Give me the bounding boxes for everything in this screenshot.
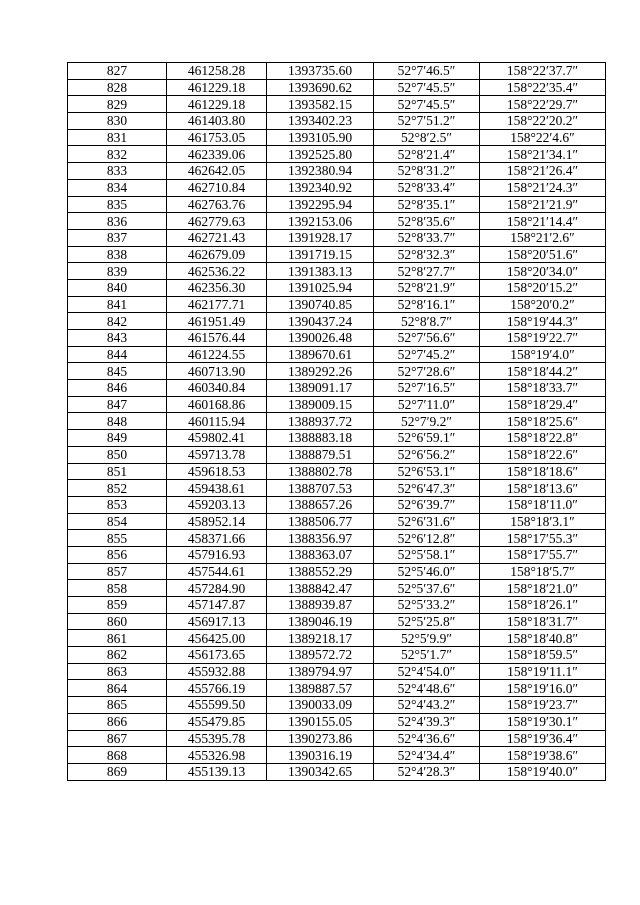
- point-number-cell: 835: [68, 196, 167, 213]
- table-row: [68, 597, 606, 614]
- table-row: [68, 229, 606, 246]
- table-row: [68, 496, 606, 513]
- table-row: [68, 763, 606, 780]
- x-coordinate-cell: 462536.22: [167, 263, 267, 280]
- longitude-cell: 158°18′3.1″: [480, 513, 606, 530]
- longitude-cell: 158°19′30.1″: [480, 713, 606, 730]
- x-coordinate-cell: 458952.14: [167, 513, 267, 530]
- x-coordinate-cell: 459713.78: [167, 446, 267, 463]
- latitude-cell: 52°6′56.2″: [374, 446, 480, 463]
- y-coordinate-cell: 1388842.47: [267, 580, 374, 597]
- latitude-cell: 52°7′11.0″: [374, 396, 480, 413]
- y-coordinate-cell: 1388506.77: [267, 513, 374, 530]
- latitude-cell: 52°8′32.3″: [374, 246, 480, 263]
- y-coordinate-cell: 1388552.29: [267, 563, 374, 580]
- latitude-cell: 52°8′33.4″: [374, 179, 480, 196]
- table-row: [68, 663, 606, 680]
- x-coordinate-cell: 457916.93: [167, 546, 267, 563]
- table-row: [68, 446, 606, 463]
- x-coordinate-cell: 460340.84: [167, 380, 267, 397]
- latitude-cell: 52°6′47.3″: [374, 480, 480, 497]
- longitude-cell: 158°18′44.2″: [480, 363, 606, 380]
- point-number-cell: 867: [68, 730, 167, 747]
- y-coordinate-cell: 1388657.26: [267, 496, 374, 513]
- x-coordinate-cell: 456917.13: [167, 613, 267, 630]
- point-number-cell: 842: [68, 313, 167, 330]
- table-row: [68, 463, 606, 480]
- y-coordinate-cell: 1388939.87: [267, 597, 374, 614]
- longitude-cell: 158°19′23.7″: [480, 697, 606, 714]
- x-coordinate-cell: 461753.05: [167, 129, 267, 146]
- table-row: [68, 563, 606, 580]
- latitude-cell: 52°5′25.8″: [374, 613, 480, 630]
- longitude-cell: 158°20′0.2″: [480, 296, 606, 313]
- latitude-cell: 52°6′39.7″: [374, 496, 480, 513]
- latitude-cell: 52°7′28.6″: [374, 363, 480, 380]
- y-coordinate-cell: 1393690.62: [267, 79, 374, 96]
- table-row: [68, 580, 606, 597]
- x-coordinate-cell: 461403.80: [167, 113, 267, 130]
- latitude-cell: 52°8′8.7″: [374, 313, 480, 330]
- point-number-cell: 827: [68, 63, 167, 80]
- latitude-cell: 52°8′35.1″: [374, 196, 480, 213]
- longitude-cell: 158°22′20.2″: [480, 113, 606, 130]
- point-number-cell: 858: [68, 580, 167, 597]
- longitude-cell: 158°21′14.4″: [480, 213, 606, 230]
- y-coordinate-cell: 1388363.07: [267, 546, 374, 563]
- point-number-cell: 852: [68, 480, 167, 497]
- longitude-cell: 158°19′40.0″: [480, 763, 606, 780]
- point-number-cell: 861: [68, 630, 167, 647]
- point-number-cell: 847: [68, 396, 167, 413]
- longitude-cell: 158°19′36.4″: [480, 730, 606, 747]
- y-coordinate-cell: 1389572.72: [267, 647, 374, 664]
- table-row: [68, 413, 606, 430]
- table-row: [68, 246, 606, 263]
- x-coordinate-cell: 455766.19: [167, 680, 267, 697]
- latitude-cell: 52°8′2.5″: [374, 129, 480, 146]
- table-row: [68, 330, 606, 347]
- longitude-cell: 158°21′2.6″: [480, 229, 606, 246]
- table-row: [68, 480, 606, 497]
- table-row: [68, 263, 606, 280]
- longitude-cell: 158°18′25.6″: [480, 413, 606, 430]
- longitude-cell: 158°21′21.9″: [480, 196, 606, 213]
- point-number-cell: 844: [68, 346, 167, 363]
- y-coordinate-cell: 1388937.72: [267, 413, 374, 430]
- x-coordinate-cell: 462356.30: [167, 279, 267, 296]
- y-coordinate-cell: 1389046.19: [267, 613, 374, 630]
- point-number-cell: 843: [68, 330, 167, 347]
- longitude-cell: 158°20′34.0″: [480, 263, 606, 280]
- point-number-cell: 845: [68, 363, 167, 380]
- x-coordinate-cell: 455395.78: [167, 730, 267, 747]
- table-row: [68, 163, 606, 180]
- table-row: [68, 279, 606, 296]
- latitude-cell: 52°6′31.6″: [374, 513, 480, 530]
- latitude-cell: 52°5′58.1″: [374, 546, 480, 563]
- point-number-cell: 834: [68, 179, 167, 196]
- longitude-cell: 158°22′35.4″: [480, 79, 606, 96]
- table-row: [68, 697, 606, 714]
- latitude-cell: 52°5′46.0″: [374, 563, 480, 580]
- point-number-cell: 846: [68, 380, 167, 397]
- point-number-cell: 841: [68, 296, 167, 313]
- table-row: [68, 747, 606, 764]
- point-number-cell: 869: [68, 763, 167, 780]
- y-coordinate-cell: 1388356.97: [267, 530, 374, 547]
- y-coordinate-cell: 1390155.05: [267, 713, 374, 730]
- longitude-cell: 158°22′4.6″: [480, 129, 606, 146]
- latitude-cell: 52°7′45.5″: [374, 96, 480, 113]
- coordinate-table-body: [68, 63, 606, 781]
- longitude-cell: 158°22′29.7″: [480, 96, 606, 113]
- longitude-cell: 158°19′16.0″: [480, 680, 606, 697]
- point-number-cell: 837: [68, 229, 167, 246]
- longitude-cell: 158°18′40.8″: [480, 630, 606, 647]
- longitude-cell: 158°18′22.8″: [480, 430, 606, 447]
- table-row: [68, 313, 606, 330]
- latitude-cell: 52°5′9.9″: [374, 630, 480, 647]
- x-coordinate-cell: 459802.41: [167, 430, 267, 447]
- point-number-cell: 855: [68, 530, 167, 547]
- y-coordinate-cell: 1392525.80: [267, 146, 374, 163]
- table-row: [68, 713, 606, 730]
- y-coordinate-cell: 1393582.15: [267, 96, 374, 113]
- latitude-cell: 52°4′39.3″: [374, 713, 480, 730]
- longitude-cell: 158°18′11.0″: [480, 496, 606, 513]
- y-coordinate-cell: 1393402.23: [267, 113, 374, 130]
- table-row: [68, 430, 606, 447]
- y-coordinate-cell: 1389794.97: [267, 663, 374, 680]
- x-coordinate-cell: 457544.61: [167, 563, 267, 580]
- table-row: [68, 380, 606, 397]
- y-coordinate-cell: 1389091.17: [267, 380, 374, 397]
- latitude-cell: 52°6′12.8″: [374, 530, 480, 547]
- table-row: [68, 213, 606, 230]
- point-number-cell: 851: [68, 463, 167, 480]
- latitude-cell: 52°8′35.6″: [374, 213, 480, 230]
- longitude-cell: 158°18′31.7″: [480, 613, 606, 630]
- longitude-cell: 158°18′5.7″: [480, 563, 606, 580]
- y-coordinate-cell: 1390437.24: [267, 313, 374, 330]
- y-coordinate-cell: 1392340.92: [267, 179, 374, 196]
- point-number-cell: 863: [68, 663, 167, 680]
- latitude-cell: 52°4′43.2″: [374, 697, 480, 714]
- y-coordinate-cell: 1388883.18: [267, 430, 374, 447]
- point-number-cell: 853: [68, 496, 167, 513]
- latitude-cell: 52°5′33.2″: [374, 597, 480, 614]
- latitude-cell: 52°8′16.1″: [374, 296, 480, 313]
- point-number-cell: 857: [68, 563, 167, 580]
- y-coordinate-cell: 1393735.60: [267, 63, 374, 80]
- point-number-cell: 865: [68, 697, 167, 714]
- point-number-cell: 862: [68, 647, 167, 664]
- table-row: [68, 363, 606, 380]
- point-number-cell: 860: [68, 613, 167, 630]
- latitude-cell: 52°7′9.2″: [374, 413, 480, 430]
- point-number-cell: 838: [68, 246, 167, 263]
- table-row: [68, 680, 606, 697]
- point-number-cell: 832: [68, 146, 167, 163]
- y-coordinate-cell: 1392380.94: [267, 163, 374, 180]
- table-row: [68, 96, 606, 113]
- x-coordinate-cell: 455139.13: [167, 763, 267, 780]
- x-coordinate-cell: 462779.63: [167, 213, 267, 230]
- x-coordinate-cell: 461229.18: [167, 79, 267, 96]
- x-coordinate-cell: 457284.90: [167, 580, 267, 597]
- table-row: [68, 346, 606, 363]
- x-coordinate-cell: 460115.94: [167, 413, 267, 430]
- x-coordinate-cell: 461258.28: [167, 63, 267, 80]
- longitude-cell: 158°18′18.6″: [480, 463, 606, 480]
- y-coordinate-cell: 1389218.17: [267, 630, 374, 647]
- table-row: [68, 146, 606, 163]
- y-coordinate-cell: 1393105.90: [267, 129, 374, 146]
- table-row: [68, 546, 606, 563]
- table-row: [68, 730, 606, 747]
- latitude-cell: 52°4′28.3″: [374, 763, 480, 780]
- latitude-cell: 52°7′56.6″: [374, 330, 480, 347]
- point-number-cell: 831: [68, 129, 167, 146]
- y-coordinate-cell: 1389292.26: [267, 363, 374, 380]
- longitude-cell: 158°18′26.1″: [480, 597, 606, 614]
- point-number-cell: 868: [68, 747, 167, 764]
- x-coordinate-cell: 462721.43: [167, 229, 267, 246]
- point-number-cell: 830: [68, 113, 167, 130]
- latitude-cell: 52°7′51.2″: [374, 113, 480, 130]
- table-row: [68, 179, 606, 196]
- longitude-cell: 158°19′11.1″: [480, 663, 606, 680]
- point-number-cell: 854: [68, 513, 167, 530]
- x-coordinate-cell: 462642.05: [167, 163, 267, 180]
- table-row: [68, 396, 606, 413]
- latitude-cell: 52°5′1.7″: [374, 647, 480, 664]
- longitude-cell: 158°22′37.7″: [480, 63, 606, 80]
- x-coordinate-cell: 459203.13: [167, 496, 267, 513]
- longitude-cell: 158°17′55.7″: [480, 546, 606, 563]
- x-coordinate-cell: 459618.53: [167, 463, 267, 480]
- coordinate-table: [67, 62, 606, 781]
- point-number-cell: 849: [68, 430, 167, 447]
- longitude-cell: 158°21′24.3″: [480, 179, 606, 196]
- y-coordinate-cell: 1389670.61: [267, 346, 374, 363]
- x-coordinate-cell: 459438.61: [167, 480, 267, 497]
- longitude-cell: 158°21′26.4″: [480, 163, 606, 180]
- longitude-cell: 158°18′21.0″: [480, 580, 606, 597]
- point-number-cell: 866: [68, 713, 167, 730]
- longitude-cell: 158°20′15.2″: [480, 279, 606, 296]
- latitude-cell: 52°8′31.2″: [374, 163, 480, 180]
- y-coordinate-cell: 1390026.48: [267, 330, 374, 347]
- y-coordinate-cell: 1388707.53: [267, 480, 374, 497]
- latitude-cell: 52°8′33.7″: [374, 229, 480, 246]
- table-row: [68, 196, 606, 213]
- y-coordinate-cell: 1390342.65: [267, 763, 374, 780]
- y-coordinate-cell: 1390316.19: [267, 747, 374, 764]
- latitude-cell: 52°4′54.0″: [374, 663, 480, 680]
- y-coordinate-cell: 1392295.94: [267, 196, 374, 213]
- latitude-cell: 52°4′34.4″: [374, 747, 480, 764]
- y-coordinate-cell: 1389009.15: [267, 396, 374, 413]
- x-coordinate-cell: 455932.88: [167, 663, 267, 680]
- x-coordinate-cell: 461229.18: [167, 96, 267, 113]
- table-row: [68, 79, 606, 96]
- longitude-cell: 158°18′22.6″: [480, 446, 606, 463]
- table-row: [68, 613, 606, 630]
- longitude-cell: 158°17′55.3″: [480, 530, 606, 547]
- point-number-cell: 836: [68, 213, 167, 230]
- latitude-cell: 52°4′48.6″: [374, 680, 480, 697]
- y-coordinate-cell: 1391383.13: [267, 263, 374, 280]
- x-coordinate-cell: 460168.86: [167, 396, 267, 413]
- point-number-cell: 856: [68, 546, 167, 563]
- table-row: [68, 630, 606, 647]
- longitude-cell: 158°21′34.1″: [480, 146, 606, 163]
- point-number-cell: 859: [68, 597, 167, 614]
- longitude-cell: 158°18′59.5″: [480, 647, 606, 664]
- longitude-cell: 158°19′4.0″: [480, 346, 606, 363]
- latitude-cell: 52°8′21.9″: [374, 279, 480, 296]
- x-coordinate-cell: 455479.85: [167, 713, 267, 730]
- y-coordinate-cell: 1391719.15: [267, 246, 374, 263]
- y-coordinate-cell: 1388879.51: [267, 446, 374, 463]
- x-coordinate-cell: 461224.55: [167, 346, 267, 363]
- latitude-cell: 52°7′45.5″: [374, 79, 480, 96]
- longitude-cell: 158°19′22.7″: [480, 330, 606, 347]
- table-row: [68, 647, 606, 664]
- latitude-cell: 52°7′16.5″: [374, 380, 480, 397]
- x-coordinate-cell: 462679.09: [167, 246, 267, 263]
- longitude-cell: 158°18′33.7″: [480, 380, 606, 397]
- x-coordinate-cell: 455599.50: [167, 697, 267, 714]
- point-number-cell: 864: [68, 680, 167, 697]
- x-coordinate-cell: 458371.66: [167, 530, 267, 547]
- x-coordinate-cell: 456173.65: [167, 647, 267, 664]
- latitude-cell: 52°4′36.6″: [374, 730, 480, 747]
- x-coordinate-cell: 461951.49: [167, 313, 267, 330]
- x-coordinate-cell: 462710.84: [167, 179, 267, 196]
- latitude-cell: 52°6′53.1″: [374, 463, 480, 480]
- longitude-cell: 158°19′44.3″: [480, 313, 606, 330]
- x-coordinate-cell: 457147.87: [167, 597, 267, 614]
- x-coordinate-cell: 456425.00: [167, 630, 267, 647]
- table-row: [68, 129, 606, 146]
- table-row: [68, 513, 606, 530]
- latitude-cell: 52°7′46.5″: [374, 63, 480, 80]
- x-coordinate-cell: 455326.98: [167, 747, 267, 764]
- y-coordinate-cell: 1390273.86: [267, 730, 374, 747]
- table-row: [68, 530, 606, 547]
- table-row: [68, 63, 606, 80]
- latitude-cell: 52°7′45.2″: [374, 346, 480, 363]
- point-number-cell: 833: [68, 163, 167, 180]
- longitude-cell: 158°19′38.6″: [480, 747, 606, 764]
- x-coordinate-cell: 462177.71: [167, 296, 267, 313]
- y-coordinate-cell: 1391025.94: [267, 279, 374, 296]
- y-coordinate-cell: 1390033.09: [267, 697, 374, 714]
- x-coordinate-cell: 461576.44: [167, 330, 267, 347]
- y-coordinate-cell: 1388802.78: [267, 463, 374, 480]
- y-coordinate-cell: 1392153.06: [267, 213, 374, 230]
- latitude-cell: 52°8′27.7″: [374, 263, 480, 280]
- y-coordinate-cell: 1391928.17: [267, 229, 374, 246]
- x-coordinate-cell: 462763.76: [167, 196, 267, 213]
- latitude-cell: 52°5′37.6″: [374, 580, 480, 597]
- y-coordinate-cell: 1390740.85: [267, 296, 374, 313]
- longitude-cell: 158°18′13.6″: [480, 480, 606, 497]
- point-number-cell: 840: [68, 279, 167, 296]
- point-number-cell: 850: [68, 446, 167, 463]
- point-number-cell: 848: [68, 413, 167, 430]
- x-coordinate-cell: 462339.06: [167, 146, 267, 163]
- point-number-cell: 839: [68, 263, 167, 280]
- latitude-cell: 52°6′59.1″: [374, 430, 480, 447]
- table-row: [68, 113, 606, 130]
- table-row: [68, 296, 606, 313]
- latitude-cell: 52°8′21.4″: [374, 146, 480, 163]
- y-coordinate-cell: 1389887.57: [267, 680, 374, 697]
- x-coordinate-cell: 460713.90: [167, 363, 267, 380]
- longitude-cell: 158°18′29.4″: [480, 396, 606, 413]
- point-number-cell: 828: [68, 79, 167, 96]
- longitude-cell: 158°20′51.6″: [480, 246, 606, 263]
- point-number-cell: 829: [68, 96, 167, 113]
